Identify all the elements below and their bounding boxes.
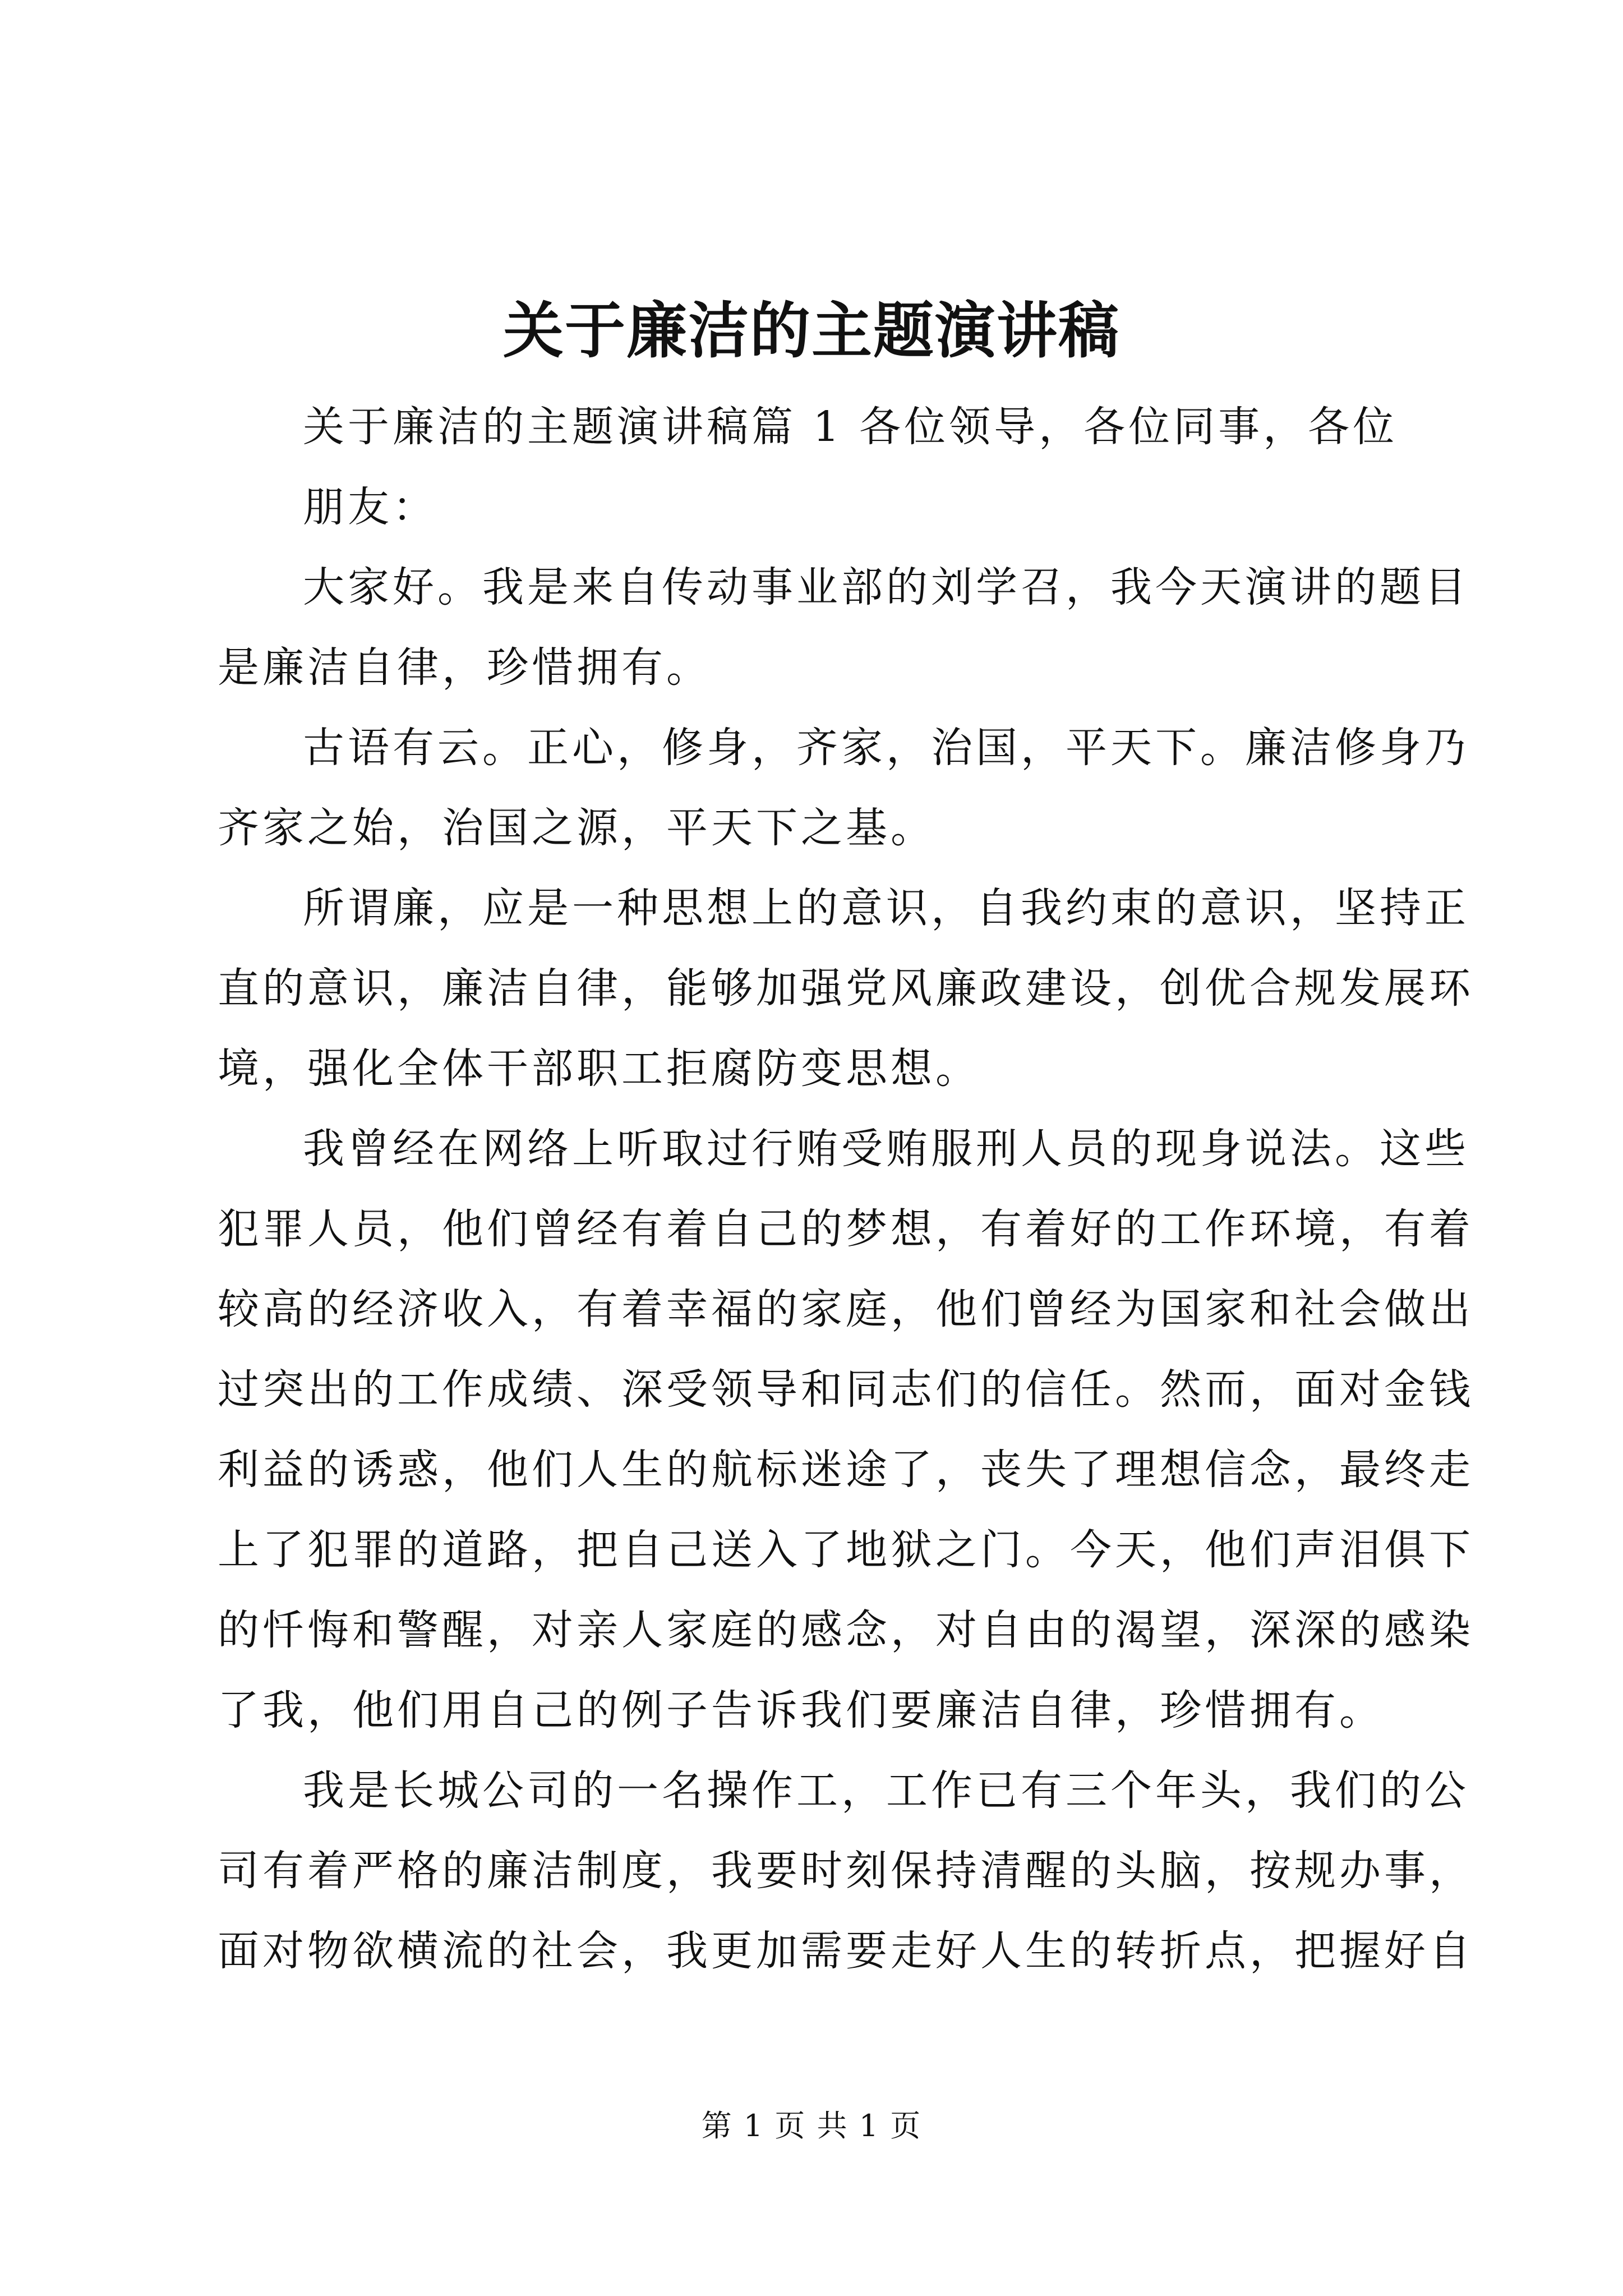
document-body [218,387,1474,1991]
body-line: 我是长城公司的一名操作工，工作已有三个年头，我们的公 [303,1766,1469,1815]
body-line: 我曾经在网络上听取过行贿受贿服刑人员的现身说法。这些 [303,1125,1469,1173]
body-line: 过突出的工作成绩、深受领导和同志们的信任。然而，面对金钱 [218,1365,1474,1414]
body-line: 面对物欲横流的社会，我更加需要走好人生的转折点，把握好自 [218,1927,1474,1975]
body-line: 司有着严格的廉洁制度，我要时刻保持清醒的头脑，按规办事， [218,1847,1474,1895]
body-line: 了我，他们用自己的例子告诉我们要廉洁自律，珍惜拥有。 [218,1686,1384,1734]
body-line: 所谓廉，应是一种思想上的意识，自我约束的意识，坚持正 [303,884,1469,932]
body-line: 境，强化全体干部职工拒腐防变思想。 [218,1045,980,1093]
body-line: 古语有云。正心，修身，齐家，治国，平天下。廉洁修身乃 [303,724,1469,772]
body-line: 是廉洁自律，珍惜拥有。 [218,643,711,692]
body-line: 齐家之始，治国之源，平天下之基。 [218,804,935,852]
body-line: 犯罪人员，他们曾经有着自己的梦想，有着好的工作环境，有着 [218,1205,1474,1253]
body-line: 大家好。我是来自传动事业部的刘学召，我今天演讲的题目 [303,563,1469,611]
body-line: 上了犯罪的道路，把自己送入了地狱之门。今天，他们声泪俱下 [218,1526,1474,1574]
document-title: 关于廉洁的主题演讲稿 [502,296,1120,366]
body-line: 直的意识，廉洁自律，能够加强党风廉政建设，创优合规发展环 [218,964,1474,1013]
body-line: 的忏悔和警醒，对亲人家庭的感念，对自由的渴望，深深的感染 [218,1606,1474,1654]
body-line: 朋友： [303,483,437,531]
body-line: 较高的经济收入，有着幸福的家庭，他们曾经为国家和社会做出 [218,1285,1474,1333]
body-line: 关于廉洁的主题演讲稿篇 1 各位领导，各位同事，各位 [303,403,1398,451]
body-line: 利益的诱惑，他们人生的航标迷途了，丧失了理想信念，最终走 [218,1446,1474,1494]
page-footer: 第 1 页 共 1 页 [701,2108,922,2143]
